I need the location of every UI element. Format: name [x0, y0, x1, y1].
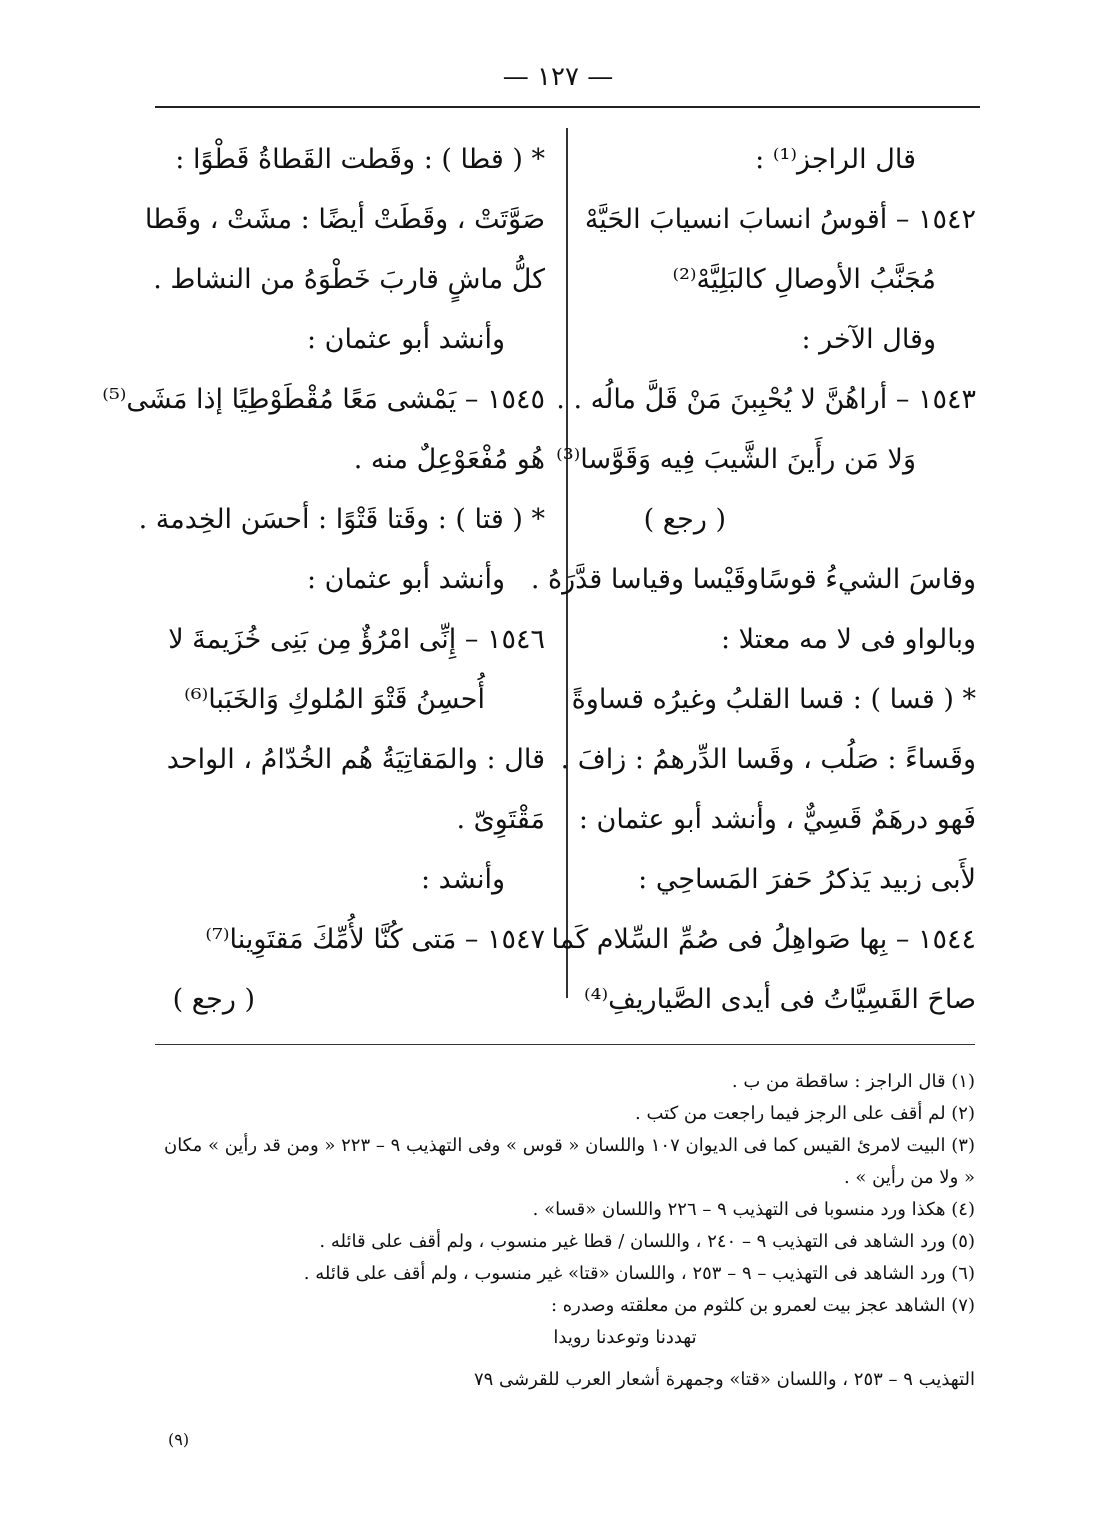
verse-line: صاحَ القَسِيَّاتُ فى أيدى الصَّياريفِ⁽⁴⁾ [583, 984, 976, 1015]
section-heading: وبالواو فى لا مه معتلا : [721, 624, 976, 655]
text-line: وقال الآخر : [801, 324, 936, 355]
text-line: وأنشد أبو عثمان : [306, 564, 505, 595]
footnote: (١) قال الراجز : ساقطة من ب . [731, 1071, 975, 1092]
footnote: (٤) هكذا ورد منسوبا فى التهذيب ٩ – ٢٢٦ واللسان «قسا» . [532, 1199, 975, 1220]
footnote-rule [155, 1044, 975, 1045]
footnote: (٢) لم أقف على الرجز فيما راجعت من كتب . [635, 1103, 975, 1124]
verse-line: ١٥٤٧ – مَتى كُنَّا لأُمِّكَ مَقتَوِينا⁽⁷⁾ [205, 924, 545, 955]
meter-label: ( رجع ) [172, 984, 255, 1015]
footnotes [155, 1066, 975, 1396]
text-line: قال الراجز⁽¹⁾ : [755, 144, 916, 175]
sheet-mark: (٩) [168, 1430, 190, 1449]
text-line: مَقْتَوِىّ . [456, 804, 545, 835]
footnote: (٧) الشاهد عجز بيت لعمرو بن كلثوم من معلقته وصدره : [550, 1295, 975, 1316]
text-line: وأنشد أبو عثمان : [306, 324, 505, 355]
text-line: فَهو درهَمٌ قَسِيٌّ ، وأنشد أبو عثمان : [578, 804, 976, 835]
text-line: وقاسَ الشيءُ قوسًاوقَيْسا وقياسا قدَّرَهُ . [530, 564, 976, 595]
verse-line: ١٥٤٤ – بِها صَواهِلُ فى صُمِّ السِّلام كَما [551, 924, 976, 955]
text-line: وأنشد : [421, 864, 505, 895]
text-line: كلُّ ماشٍ قاربَ خَطْوَهُ من النشاط . [153, 264, 545, 295]
footnote-continuation: التهذيب ٩ – ٢٥٣ ، واللسان «قتا» وجمهرة أشعار العرب للقرشى ٧٩ [473, 1369, 975, 1390]
verse-line: ١٥٤٢ – أقوسُ انسابَ انسيابَ الحَيَّهْ [584, 204, 976, 235]
text-line: هُو مُفْعَوْعِلٌ منه . [353, 444, 545, 475]
footnote-continuation: « ولا من رأين » . [843, 1167, 975, 1188]
left-column [102, 130, 545, 1030]
verse-line: أُحسِنُ قَتْوَ المُلوكِ وَالخَبَبا⁽⁶⁾ [184, 684, 485, 715]
footnote: (٣) البيت لامرئ القيس كما فى الديوان ١٠٧ واللسان « قوس » وفى التهذيب ٩ – ٢٢٣ « ومن قد رأين » مكان [163, 1135, 975, 1156]
verse-line: ١٥٤٦ – إِنِّى امْرُؤٌ مِن بَنِى خُزَيمةَ لا [168, 624, 545, 655]
meter-label: ( رجع ) [643, 504, 726, 535]
page-number: — ١٢٧ — [502, 62, 614, 92]
text-line: لأَبى زبيد يَذكرُ حَفرَ المَساحِي : [638, 864, 976, 895]
verse-line: مُجَنَّبُ الأوصالِ كالبَلِيَّهْ⁽²⁾ [672, 264, 936, 295]
right-column [530, 130, 976, 1030]
verse-line: وَلا مَن رأَينَ الشَّيبَ فِيه وَقَوَّسا⁽³⁾ [556, 444, 916, 475]
footnote-verse: تهددنا وتوعدنا رويدا [553, 1327, 697, 1348]
footnote: (٦) ورد الشاهد فى التهذيب – ٩ – ٢٥٣ ، واللسان «قتا» غير منسوب ، ولم أقف على قائله . [303, 1263, 975, 1284]
entry-line: * ( قطا ) : وقَطت القَطاةُ قَطْوًا : [175, 144, 545, 175]
text-line: صَوَّتَتْ ، وقَطَتْ أيضًا : مشَتْ ، وقَطا [144, 204, 545, 235]
text-line: وقَساءً : صَلُب ، وقَسا الدِّرهمُ : زافَ . [560, 744, 976, 775]
footnote: (٥) ورد الشاهد فى التهذيب ٩ – ٢٤٠ ، واللسان / قطا غير منسوب ، ولم أقف على قائله . [319, 1231, 975, 1252]
verse-line: ١٥٤٥ – يَمْشى مَعًا مُقْطَوْطِيًا إذا مَشَى⁽⁵⁾ [102, 384, 545, 415]
entry-line: * ( قتا ) : وقَتا قَتْوًا : أحسَن الخِدمة . [138, 504, 545, 535]
text-line: قال : والمَقاتِيَةُ هُم الخُدّامُ ، الواحد [166, 744, 545, 775]
header-rule [155, 106, 980, 108]
entry-line: * ( قسا ) : قسا القلبُ وغيرُه قساوةً [571, 684, 976, 715]
verse-line: ١٥٤٣ – أراهُنَّ لا يُحْبِبنَ مَنْ قَلَّ مالُه . . [556, 384, 976, 415]
